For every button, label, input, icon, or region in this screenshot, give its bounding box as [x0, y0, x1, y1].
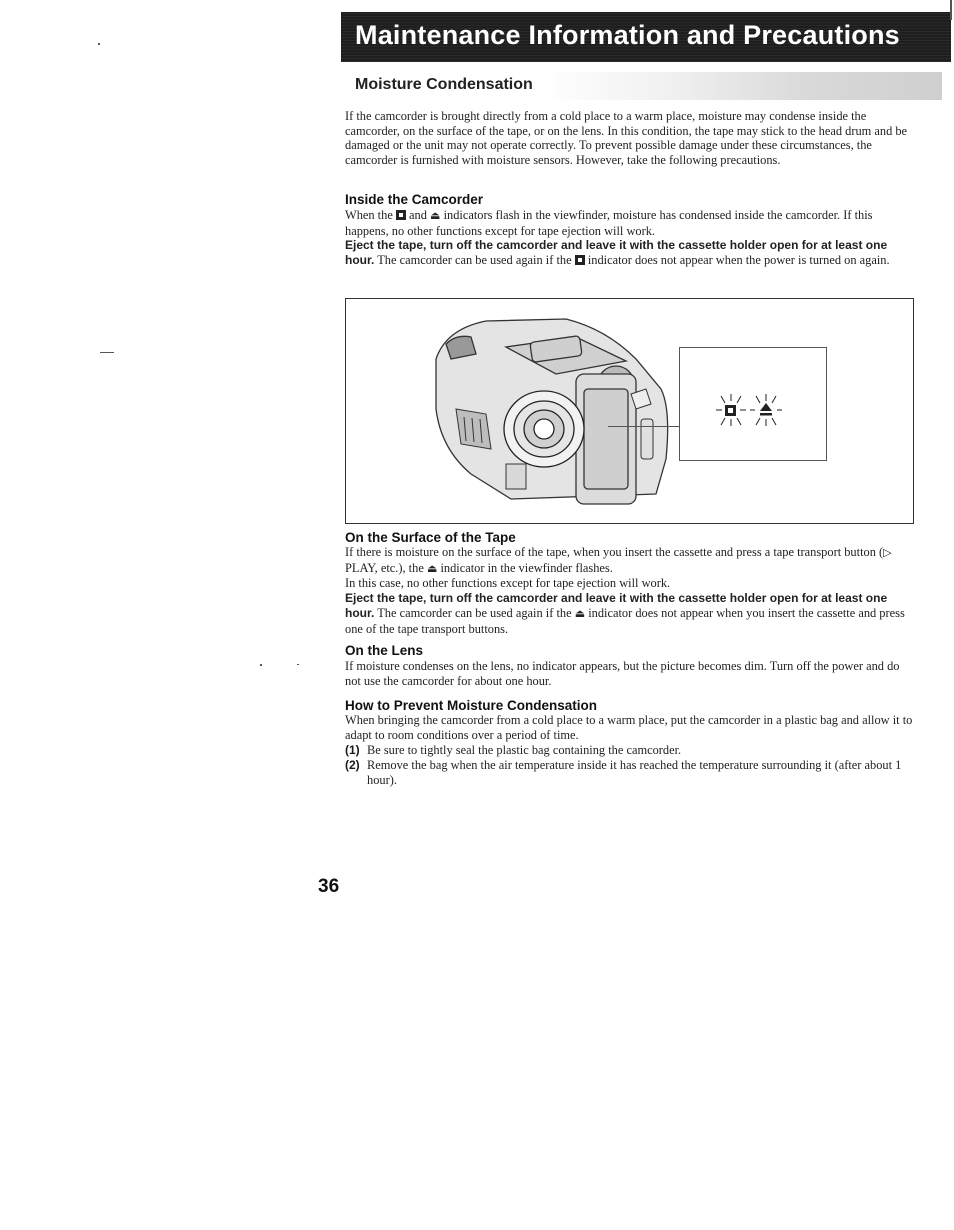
surface-text-b: PLAY, etc.), the: [345, 560, 424, 575]
viewfinder-display: [679, 347, 827, 461]
surface-text-f: indicator does not appear when you insert the cassette and press one of the tape transport buttons.: [345, 605, 905, 636]
list-item-text: Remove the bag when the air temperature inside it has reached the temperature surrounding it (after about 1 hour).: [367, 758, 902, 787]
surface-paragraph: [345, 545, 917, 636]
surface-text-c: indicator in the viewfinder flashes.: [440, 560, 613, 575]
prevent-paragraph: When bringing the camcorder from a cold place to a warm place, put the camcorder in a plastic bag and allow it to adapt to room conditions over a period of time.: [345, 713, 913, 742]
moisture-icon: [396, 210, 406, 220]
inside-text-a: When the: [345, 208, 393, 222]
scan-speck: [297, 664, 299, 665]
inside-heading: Inside the Camcorder: [345, 192, 484, 207]
intro-paragraph: If the camcorder is brought directly from a cold place to a warm place, moisture may condense inside the camcorder, on the surface of the tape, or on the lens. In this condition, the tape may stick to the head drum and be damaged or the unit may not operate correctly. To prevent possible damage under these circumstances, the camcorder is furnished with moisture sensors. However, take the following precautions.: [345, 109, 908, 168]
chapter-banner: [341, 12, 951, 62]
eject-icon: ⏏: [430, 210, 441, 222]
chapter-title: Maintenance Information and Precautions: [355, 20, 900, 50]
prevent-heading: How to Prevent Moisture Condensation: [345, 698, 598, 713]
inside-text-d: The camcorder can be used again if the: [377, 253, 572, 268]
inside-warning: Eject the tape, turn off the camcorder and leave it with the cassette holder open for at least one hour.: [345, 238, 888, 268]
scan-speck: [100, 352, 114, 353]
flashing-indicators-icon: [680, 348, 826, 460]
callout-line: [608, 426, 680, 427]
moisture-icon: [575, 255, 585, 265]
scan-speck: [950, 0, 952, 20]
surface-text-d: In this case, no other functions except for tape ejection will work.: [345, 576, 671, 591]
list-item-number: (1): [345, 743, 360, 757]
eject-icon: ⏏: [574, 607, 586, 620]
surface-warning: Eject the tape, turn off the camcorder and leave it with the cassette holder open for at least one hour.: [345, 591, 888, 620]
lens-heading: On the Lens: [345, 643, 424, 658]
page-number: 36: [318, 876, 340, 897]
lens-paragraph: If moisture condenses on the lens, no indicator appears, but the picture becomes dim. Turn off the power and do not use the camcorder for about one hour.: [345, 659, 900, 688]
camcorder-figure: [345, 298, 914, 524]
surface-text-a: If there is moisture on the surface of the tape, when you insert the cassette and press a tape transport button (: [345, 545, 884, 559]
camcorder-illustration: [416, 299, 716, 521]
inside-text-c: indicators flash in the viewfinder, moisture has condensed inside the camcorder. If this happens, no other functions except for tape ejection will work.: [345, 208, 873, 238]
scan-speck: [260, 664, 262, 666]
play-icon: ▷: [883, 547, 892, 559]
inside-text-e: indicator does not appear when the power is turned on again.: [587, 253, 890, 268]
surface-heading: On the Surface of the Tape: [345, 530, 516, 545]
list-item-number: (2): [345, 758, 360, 772]
eject-icon: ⏏: [426, 562, 438, 575]
inside-text-b: and: [409, 208, 427, 222]
section-title: Moisture Condensation: [355, 76, 533, 93]
surface-text-e: The camcorder can be used again if the: [377, 605, 572, 620]
list-item-text: Be sure to tightly seal the plastic bag containing the camcorder.: [367, 743, 682, 757]
scan-speck: [98, 43, 100, 45]
inside-paragraph: [345, 208, 917, 268]
